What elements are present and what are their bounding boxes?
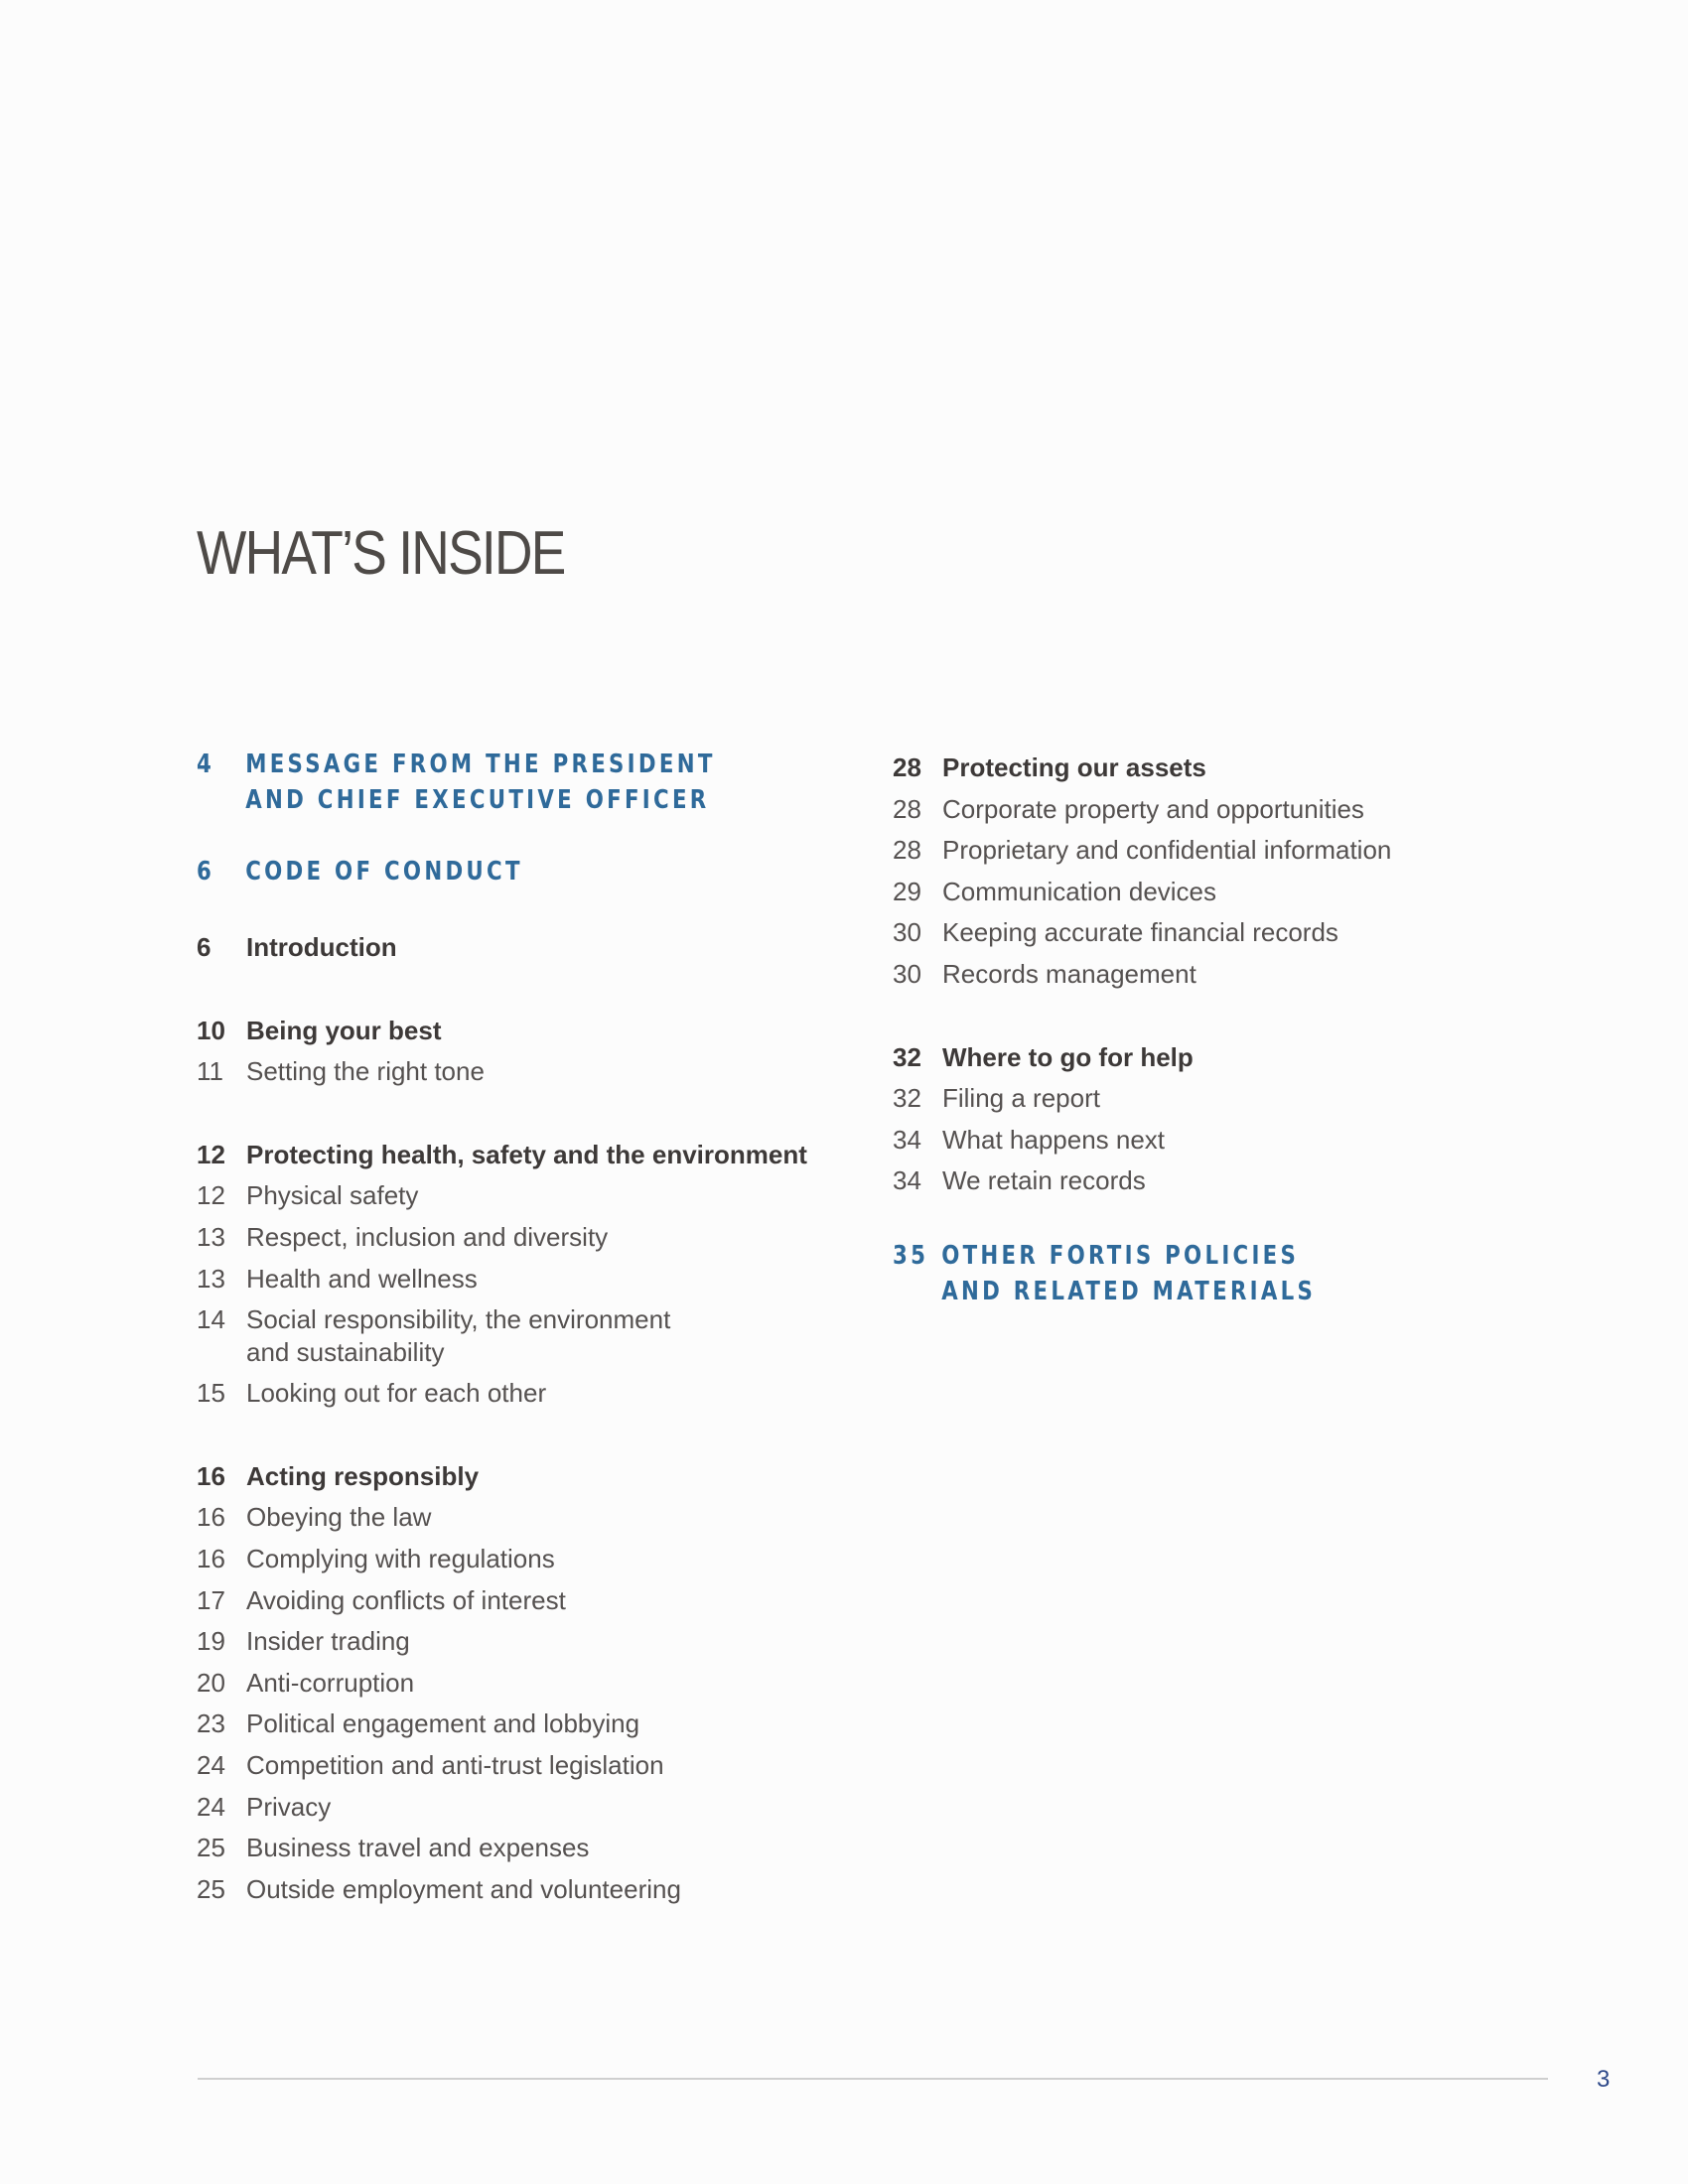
- toc-entry[interactable]: [197, 1745, 832, 1787]
- toc-entry-label: Privacy: [246, 1791, 332, 1822]
- toc-entry[interactable]: [197, 1011, 832, 1052]
- toc-entry-label: Political engagement and lobbying: [246, 1708, 640, 1739]
- toc-page-number: 28: [893, 752, 921, 782]
- toc-major-label: [245, 747, 715, 818]
- toc-entry[interactable]: [893, 1120, 1568, 1161]
- toc-page-number: 12: [197, 1139, 225, 1169]
- toc-entry-label: Introduction: [246, 932, 397, 962]
- toc-page-number: 25: [197, 1833, 225, 1863]
- toc-entry-label: Filing a report: [942, 1083, 1100, 1114]
- toc-page-number: 30: [893, 917, 921, 948]
- toc-entry[interactable]: [197, 1828, 832, 1869]
- toc-major-other-policies[interactable]: [893, 1238, 1447, 1309]
- toc-entry-label: Obeying the law: [246, 1502, 432, 1533]
- toc-page-number: 34: [893, 1165, 921, 1196]
- toc-entry[interactable]: [197, 1787, 832, 1829]
- toc-page-number: 30: [893, 958, 921, 989]
- toc-page-number: 16: [197, 1502, 225, 1533]
- toc-entry[interactable]: [197, 1456, 832, 1498]
- toc-entry[interactable]: [197, 1259, 832, 1300]
- toc-page-number: 13: [197, 1263, 225, 1294]
- toc-page-number: 16: [197, 1543, 225, 1573]
- toc-entry-label: Anti-corruption: [246, 1667, 415, 1698]
- toc-major-line: MESSAGE FROM THE PRESIDENT: [245, 750, 716, 779]
- toc-entry-label: [246, 1299, 832, 1373]
- toc-entry[interactable]: [893, 789, 1568, 831]
- toc-page-number: 34: [893, 1124, 921, 1155]
- toc-entry-label: What happens next: [942, 1124, 1166, 1155]
- toc-entry[interactable]: [197, 1299, 832, 1373]
- toc-entry-label: Looking out for each other: [246, 1378, 547, 1409]
- toc-page-number: 32: [893, 1083, 921, 1114]
- toc-entry-label: Keeping accurate financial records: [942, 917, 1338, 948]
- footer-divider: [198, 2078, 1548, 2080]
- toc-major-label: CODE OF CONDUCT: [245, 857, 523, 887]
- toc-entry-label: Protecting health, safety and the environment: [246, 1139, 807, 1169]
- toc-entry-label: Setting the right tone: [246, 1056, 485, 1087]
- toc-entry[interactable]: [197, 1175, 832, 1217]
- toc-page-number: 32: [893, 1041, 921, 1072]
- toc-entry[interactable]: [197, 1621, 832, 1663]
- toc-page-number: 12: [197, 1180, 225, 1211]
- toc-entry[interactable]: [893, 748, 1568, 789]
- toc-page-number: 4: [197, 750, 215, 779]
- page-number: 3: [1597, 2066, 1611, 2093]
- toc-entry-label: Business travel and expenses: [246, 1833, 590, 1863]
- toc-page-number: 23: [197, 1708, 225, 1739]
- toc-page-number: 13: [197, 1221, 225, 1252]
- toc-entry-label: Proprietary and confidential information: [942, 835, 1392, 866]
- toc-page-number: 20: [197, 1667, 225, 1698]
- toc-page-number: 24: [197, 1749, 225, 1780]
- toc-entry[interactable]: [197, 1217, 832, 1259]
- toc-entry-label: Being your best: [246, 1015, 442, 1045]
- toc-entry-line: and sustainability: [246, 1337, 445, 1368]
- toc-entry[interactable]: [197, 1539, 832, 1580]
- toc-major-line: AND RELATED MATERIALS: [941, 1276, 1317, 1306]
- page-title: WHAT’S INSIDE: [197, 519, 565, 588]
- toc-page-number: 28: [893, 793, 921, 824]
- toc-entry-label: Corporate property and opportunities: [942, 793, 1364, 824]
- toc-entry-label: Physical safety: [246, 1180, 419, 1211]
- toc-page-number: 29: [893, 876, 921, 906]
- toc-major-line: OTHER FORTIS POLICIES: [941, 1240, 1300, 1271]
- toc-entry[interactable]: [197, 1051, 832, 1093]
- toc-entry[interactable]: [893, 1160, 1568, 1202]
- toc-entry[interactable]: [893, 830, 1568, 872]
- toc-entry-label: Competition and anti-trust legislation: [246, 1749, 664, 1780]
- toc-major-line: AND CHIEF EXECUTIVE OFFICER: [245, 785, 710, 815]
- toc-page-number: 35: [893, 1240, 929, 1271]
- toc-page-number: 6: [197, 857, 215, 887]
- toc-entry[interactable]: [197, 1869, 832, 1911]
- toc-page-number: 14: [197, 1304, 225, 1335]
- toc-right-column: [893, 748, 1568, 1309]
- toc-entry-label: Records management: [942, 958, 1196, 989]
- toc-entry[interactable]: [893, 954, 1568, 996]
- toc-entry[interactable]: [197, 1663, 832, 1705]
- toc-page-number: 16: [197, 1460, 225, 1491]
- toc-page-number: 10: [197, 1015, 225, 1045]
- toc-entry-label: Protecting our assets: [942, 752, 1206, 782]
- toc-entry-label: Complying with regulations: [246, 1543, 555, 1573]
- toc-page-number: 28: [893, 835, 921, 866]
- toc-entry[interactable]: [197, 1704, 832, 1745]
- toc-entry-label: Insider trading: [246, 1626, 410, 1657]
- toc-entry-line: Social responsibility, the environment: [246, 1304, 671, 1335]
- toc-page-number: 24: [197, 1791, 225, 1822]
- toc-page-number: 15: [197, 1378, 225, 1409]
- toc-entry-label: Respect, inclusion and diversity: [246, 1221, 609, 1252]
- toc-page-number: 19: [197, 1626, 225, 1657]
- toc-entry[interactable]: [197, 1135, 832, 1176]
- toc-entry-label: Acting responsibly: [246, 1460, 480, 1491]
- toc-entry-label: Outside employment and volunteering: [246, 1873, 681, 1904]
- toc-entry[interactable]: [893, 912, 1568, 954]
- toc-page-number: 11: [197, 1056, 223, 1087]
- toc-entry-label: Communication devices: [942, 876, 1217, 906]
- toc-entry[interactable]: [893, 1037, 1568, 1079]
- toc-entry[interactable]: [893, 1078, 1568, 1120]
- toc-major-message[interactable]: [197, 747, 718, 818]
- toc-left-column: [197, 747, 832, 1910]
- toc-entry[interactable]: [893, 872, 1568, 913]
- toc-entry-label: We retain records: [942, 1165, 1146, 1196]
- toc-major-label: [941, 1238, 1316, 1309]
- toc-entry-label: Where to go for help: [942, 1041, 1194, 1072]
- toc-entry[interactable]: [197, 1497, 832, 1539]
- toc-page-number: 6: [197, 932, 211, 962]
- toc-page-number: 17: [197, 1584, 225, 1615]
- toc-entry-label: Avoiding conflicts of interest: [246, 1584, 566, 1615]
- toc-major-code-of-conduct[interactable]: [197, 854, 718, 889]
- toc-entry[interactable]: [197, 1373, 832, 1415]
- toc-page-number: 25: [197, 1873, 225, 1904]
- toc-entry-introduction[interactable]: [197, 927, 832, 969]
- toc-entry-label: Health and wellness: [246, 1263, 478, 1294]
- toc-entry[interactable]: [197, 1580, 832, 1622]
